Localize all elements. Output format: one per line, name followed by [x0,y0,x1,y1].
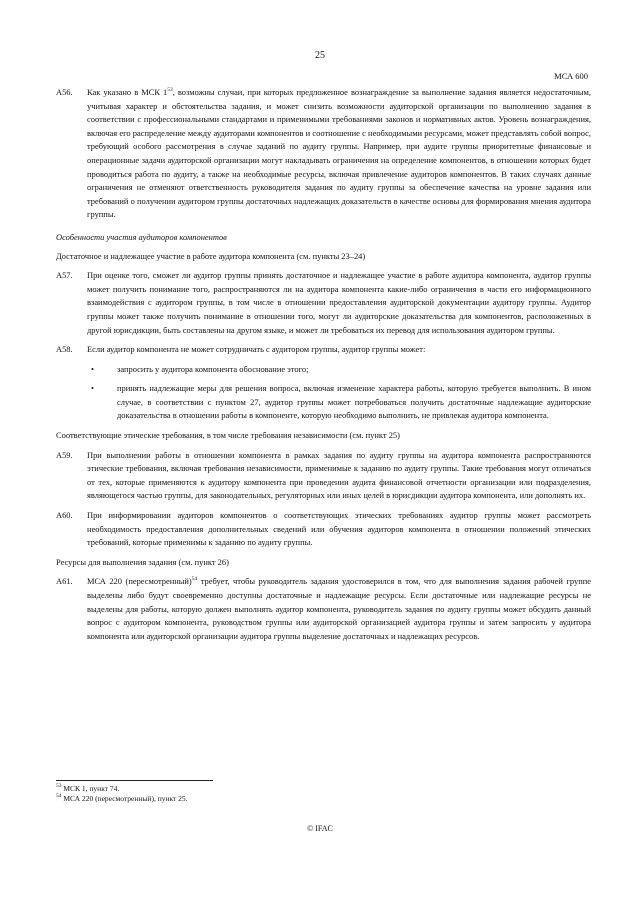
paragraph-text: При оценке того, сможет ли аудитор группы принять достаточное и надлежащее участие в работе аудитора компонента, аудитор группы может получить понимание того, распространяются ли на аудитора компонента какие-либо ограничения в части его информационного взаимодействия с аудитором группы, в том числе в отношении предоставления аудиторской документации аудитору группы. Аудитор группы может также получить понимание в отношении того, могут ли аудиторские доказательства для компонентов, расположенных в другой юрисдикции, быть составлены на другом языке, и может ли требоваться их перевод для использования аудитором группы. [87,270,591,335]
paragraph-a61 [56,575,591,643]
paragraph-number: A58. [56,344,73,355]
paragraph-a56 [56,86,591,222]
footnotes [56,784,188,805]
footnote-ref: 53 [167,87,173,93]
paragraph-a58 [56,343,591,357]
paragraph-number: A56. [56,87,73,97]
paragraph-a59 [56,449,591,503]
paragraph-text-part: Как указано в МСК 1 [87,87,168,97]
subheading-ethics: Соответствующие этические требования, в том числе требования независимости (см. пункт 25) [56,430,400,441]
paragraph-number: A59. [56,449,73,460]
paragraph-text [87,86,591,222]
bullet-symbol: • [91,363,94,374]
paragraph-number: A61. [56,576,73,587]
bullet-symbol: • [91,383,94,394]
section-heading: Особенности участия аудиторов компонентов [56,231,227,242]
paragraph-text-part: , возможны случаи, при которых предложенное вознаграждение за выполнение задания является недостаточным, учитывая характер и обстоятельства задания, и может снизить возможности аудиторской организации по выполнению задания в соответствии с профессиональными стандартами и применимыми требованиями законов и нормативных актов. Уровень вознаграждения, включая его распределение между аудиторами компонентов и соотношение с необходимыми ресурсами, может представлять собой вопрос, требующий особого рассмотрения в случае заданий по аудиту группы. Например, при аудите группы приоритетные финансовые и операционные задачи аудиторской организации могут накладывать ограничения на определение компонентов, в отношении которых будет проводиться работа по аудиту, а также на необходимые ресурсы, включая привлечение аудиторов компонентов. В таких случаях данные ограничения не отменяют ответственность руководителя задания по аудиту группы за обеспечение качества на уровне задания или требований о получении аудитором группы достаточных надлежащих доказательств в качестве основы для формирования мнения аудитора группы. [87,87,591,220]
footnote-divider [56,780,213,781]
paragraph-number: A60. [56,510,73,521]
footnote-54 [56,794,188,804]
footnote-text: МСА 220 (пересмотренный), пункт 25. [63,794,188,804]
standard-label: МСА 600 [554,71,588,81]
subheading-participation: Достаточное и надлежащее участие в работе аудитора компонента (см. пункты 23–24) [56,250,366,261]
paragraph-text: При информировании аудиторов компонентов о соответствующих этических требованиях аудитор группы может рассмотреть необходимость предоставления дополнительных сведений или обучения аудиторов компонента в отношении положений этических требований, которые применимы к заданию по аудиту группы. [87,510,591,548]
footnote-ref: 54 [191,576,198,583]
paragraph-text [87,575,591,643]
document-body [56,86,591,649]
page-number: 25 [315,50,325,61]
paragraph-text-part: требует, чтобы руководитель задания удостоверился в том, что для выполнения задания рабочей группе выделены либо будут своевременно доступны достаточные и надлежащие ресурсы. Если достаточные или надлежащие ресурсы не выделены для работы, которую должен выполнять аудитор компонента, руководитель задания по аудиту группы может обсудить данный вопрос с аудитором компонента, руководством группы или аудиторской организацией аудитора группы и затем запросить у аудитора компонента или аудиторской организации аудитора группы выделение достаточных и надлежащих ресурсов. [87,576,591,641]
footnote-number: 53 [56,783,62,789]
footnote-number: 54 [56,793,62,800]
bullet-text: запросить у аудитора компонента обоснование этого; [117,363,309,374]
bullet-item [87,363,591,377]
copyright: © IFAC [307,824,333,833]
paragraph-a57 [56,269,591,337]
paragraph-text: При выполнении работы в отношении компонента в рамках задания по аудиту группы на аудитора компонента распространяются этические требования, включая требования независимости, применимые к заданию по аудиту группы. Такие требования могут отличаться от тех, которые применяются к аудитору компонента при проведении аудита финансовой отчетности организации или подразделения, являющегося частью группы, для законодательных, регуляторных или иных целей в юрисдикции аудитора компонента, или дополнять их. [87,449,591,501]
paragraph-text: Если аудитор компонента не может сотрудничать с аудитором группы, аудитор группы может: [87,344,426,355]
paragraph-number: A57. [56,270,73,281]
bullet-text: принять надлежащие меры для решения вопроса, включая изменение характера работы, которую требуется выполнить. В ином случае, в соответствии с пунктом 27, аудитор группы может потребоваться получить достаточные надлежащие аудиторские доказательства в отношении работы в компоненте, которую необходимо выполнить, не привлекая аудитора компонента. [117,383,591,421]
footnote-53 [56,784,188,794]
paragraph-text-part: МСА 220 (пересмотренный) [87,576,192,587]
subheading-resources: Ресурсы для выполнения задания (см. пункт 26) [56,556,229,567]
bullet-item [87,382,591,423]
paragraph-a60 [56,509,591,550]
footnote-text: МСК 1, пункт 74. [63,784,120,793]
